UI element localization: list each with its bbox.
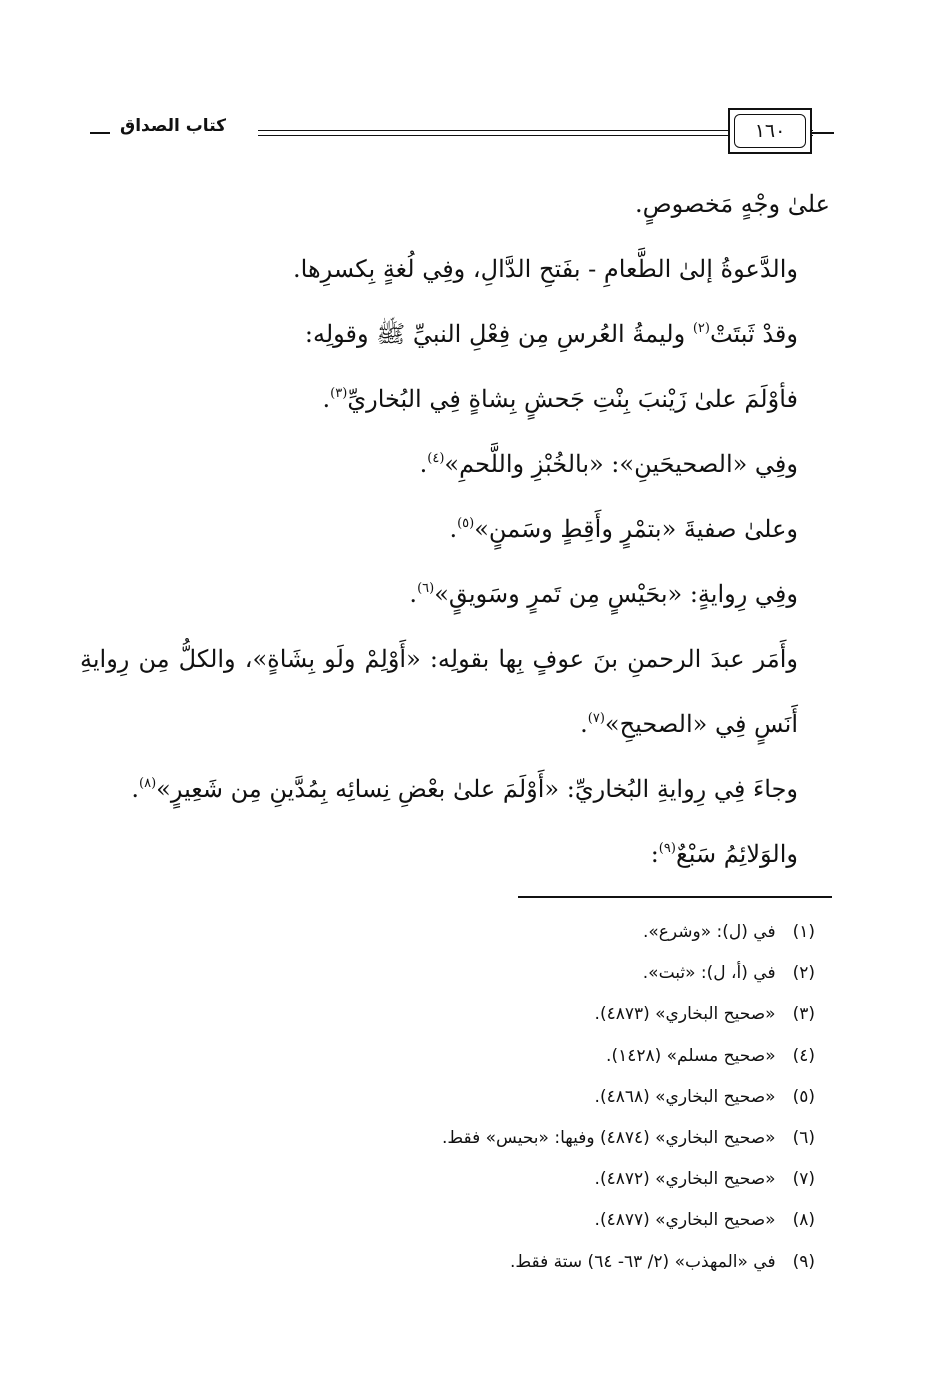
- text-line-5-content: وفِي «الصحيحَينِ»: «بالخُبْزِ واللَّحمِ»: [444, 450, 798, 478]
- footnote-number: (٦): [792, 1128, 815, 1149]
- text-line-6: [80, 497, 830, 562]
- footnote-number: (٥): [792, 1086, 815, 1107]
- running-title: كتاب الصداق: [120, 116, 227, 136]
- page-number: ١٦٠: [734, 114, 806, 148]
- page-header: [90, 108, 835, 158]
- footnote-ref-8: (٨): [139, 776, 157, 791]
- footnote-number: (٤): [792, 1045, 815, 1066]
- footnote-ref-2: (٢): [692, 321, 710, 336]
- text-line-9: [80, 757, 830, 822]
- footnote-1: [80, 912, 815, 953]
- text-line-4: [80, 367, 830, 432]
- text-line-7-end: .: [409, 580, 418, 608]
- footnote-text: «صحيح البخاري» (٤٨٦٨).: [594, 1086, 776, 1107]
- text-line-7: [80, 562, 830, 627]
- footnote-ref-9: (٩): [658, 841, 676, 856]
- page-number-frame: [728, 108, 812, 154]
- footnote-text: «صحيح البخاري» (٤٨٧٣).: [594, 1004, 776, 1025]
- main-text: [80, 172, 830, 887]
- footnote-9: [80, 1242, 815, 1283]
- text-line-5-end: .: [419, 450, 428, 478]
- text-line-6-end: .: [449, 515, 458, 543]
- text-line-6-content: وعلىٰ صفيةَ «بتمْرٍ وأَقِطٍ وسَمنٍ»: [474, 515, 798, 543]
- text-line-1: [80, 172, 830, 237]
- text-line-1-content: علىٰ وجْهٍ مَخصوصٍ.: [634, 190, 830, 218]
- text-line-2-content: والدَّعوةُ إلىٰ الطَّعامِ - بفَتحِ الدَّالِ، وفِي لُغةٍ بِكسرِها.: [293, 255, 798, 283]
- footnote-ref-3: (٣): [330, 386, 348, 401]
- footnotes-list: [80, 912, 815, 1283]
- text-line-4-content: فأوْلَمَ علىٰ زَيْنبَ بِنْتِ جَحشٍ بِشاةٍ فِي البُخاريِّ: [347, 385, 798, 413]
- footnote-4: [80, 1036, 815, 1077]
- footnote-number: (٩): [792, 1251, 815, 1272]
- text-line-9-end: .: [131, 775, 139, 803]
- footnote-text: «صحيح البخاري» (٤٨٧٧).: [594, 1210, 776, 1231]
- text-line-9-content: وجاءَ فِي رِوايةِ البُخاريِّ: «أَوْلَمَ علىٰ بعْضِ نِسائِه بِمُدَّينِ مِن شَعِيرٍ»: [156, 775, 798, 803]
- footnote-text: «صحيح البخاري» (٤٨٧٢).: [594, 1169, 776, 1190]
- text-paragraph-8: [80, 627, 830, 757]
- footnote-7: [80, 1159, 815, 1200]
- footnote-ref-4: (٤): [427, 451, 445, 466]
- footnote-text: في «المهذب» (٢/ ٦٣- ٦٤) ستة فقط.: [509, 1251, 776, 1272]
- text-paragraph-8-end: .: [580, 710, 588, 738]
- footnote-5: [80, 1077, 815, 1118]
- footnote-ref-5: (٥): [457, 516, 475, 531]
- text-line-2: [80, 237, 830, 302]
- header-rule-right: [812, 132, 834, 134]
- footnote-text: في (أ، ل): «ثبت».: [642, 963, 776, 984]
- text-line-4-end: .: [322, 385, 331, 413]
- footnote-number: (١): [792, 922, 815, 942]
- footnote-number: (٨): [792, 1210, 815, 1231]
- footnote-number: (٧): [792, 1169, 815, 1190]
- footnote-ref-6: (٦): [417, 581, 435, 596]
- footnote-text: في (ل): «وشرع».: [642, 922, 776, 942]
- footnote-8: [80, 1200, 815, 1241]
- footnote-number: (٣): [792, 1004, 815, 1025]
- footnote-2: [80, 953, 815, 994]
- text-line-7-content: وفِي رِوايةٍ: «بحَيْسٍ مِن تَمرٍ وسَويقٍ»: [434, 580, 798, 608]
- footnote-ref-7: (٧): [587, 711, 605, 726]
- text-line-3: [80, 302, 830, 367]
- header-rule-left: [90, 132, 110, 134]
- footnote-text: «صحيح مسلم» (١٤٢٨).: [606, 1045, 776, 1066]
- text-line-3-content-cont: وليمةُ العُرسِ مِن فِعْلِ النبيِّ ﷺ وقولِه:: [304, 320, 693, 348]
- text-line-10-content: والوَلائِمُ سَبْعٌ: [675, 840, 798, 868]
- footnote-text: «صحيح البخاري» (٤٨٧٤) وفيها: «بحيس» فقط.: [441, 1128, 776, 1149]
- footnote-6: [80, 1118, 815, 1159]
- text-line-10: [80, 822, 830, 887]
- text-line-5: [80, 432, 830, 497]
- footnote-number: (٢): [792, 963, 815, 984]
- text-line-3-content: وقدْ ثَبتَتْ: [709, 320, 798, 348]
- text-paragraph-8-content: وأَمَر عبدَ الرحمنِ بنَ عوفٍ بِها بقولِه: «أَوْلِمْ ولَو بِشَاةٍ»، والكلُّ مِن رِوايةِ أَنَسٍ فِي «الصحيحِ»: [80, 645, 798, 738]
- footnote-separator: [518, 896, 832, 898]
- text-line-10-end: :: [650, 840, 659, 868]
- footnote-3: [80, 994, 815, 1035]
